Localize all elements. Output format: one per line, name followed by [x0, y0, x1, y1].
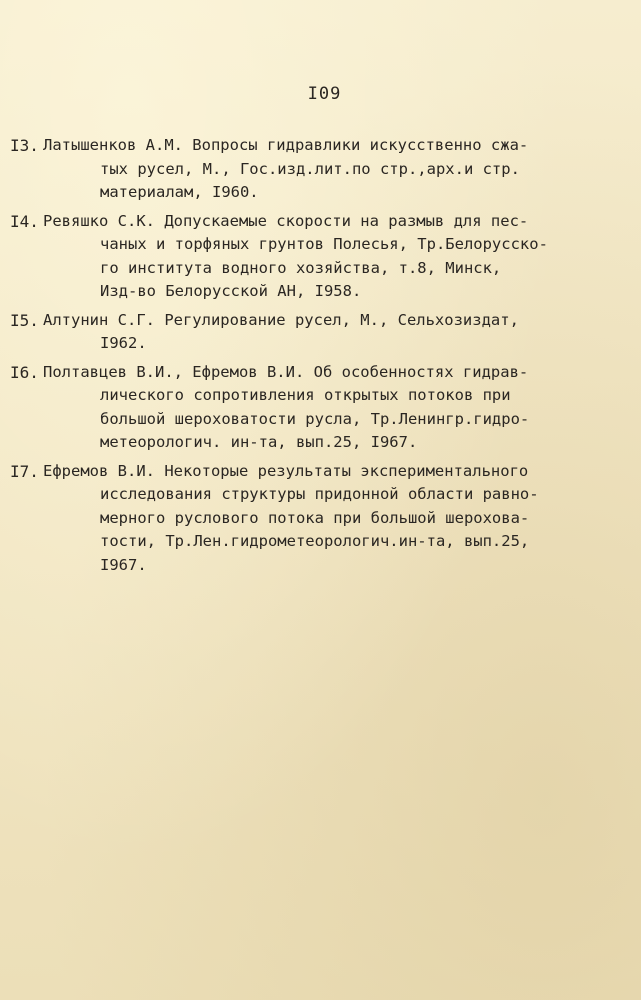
reference-line: тых русел, М., Гос.изд.лит.по стр.,арх.и стр. — [100, 159, 520, 178]
reference-line: го института водного хозяйства, т.8, Минск, — [100, 258, 502, 277]
reference-line: Полтавцев В.И., Ефремов В.И. Об особенностях гидрав- — [43, 362, 529, 381]
reference-line: Алтунин С.Г. Регулирование русел, М., Сельхозиздат, — [43, 310, 519, 329]
reference-number: I6. — [10, 362, 39, 382]
reference-line: исследования структуры придонной области равно- — [100, 485, 539, 503]
reference-item — [10, 460, 600, 578]
reference-line: лического сопротивления открытых потоков при — [100, 386, 511, 404]
reference-line: чаных и торфяных грунтов Полесья, Тр.Белорусско- — [100, 235, 548, 253]
reference-item — [10, 210, 600, 304]
reference-line: Латышенков А.М. Вопросы гидравлики искусственно сжа- — [43, 136, 529, 154]
reference-line: метеорологич. ин-та, вып.25, I967. — [100, 433, 418, 451]
page-number: I09 — [307, 84, 342, 104]
reference-line: тости, Тр.Лен.гидрометеорологич.ин-та, вып.25, — [100, 532, 530, 550]
reference-list — [10, 134, 600, 582]
reference-line: Изд-во Белорусской АН, I958. — [100, 282, 362, 300]
reference-number: I7. — [10, 461, 39, 481]
reference-item — [10, 361, 600, 455]
reference-item — [10, 309, 600, 356]
reference-line: I962. — [100, 334, 147, 352]
reference-line: большой шероховатости русла, Тр.Ленингр.гидро- — [100, 409, 530, 428]
reference-number: I4. — [10, 211, 39, 231]
reference-line: Ефремов В.И. Некоторые результаты экспериментального — [43, 461, 529, 480]
reference-number: I5. — [10, 310, 39, 330]
reference-line: материалам, I960. — [100, 183, 259, 201]
reference-item — [10, 134, 600, 205]
reference-line: мерного руслового потока при большой шерохова- — [100, 508, 530, 527]
reference-line: I967. — [100, 555, 147, 574]
reference-line: Ревяшко С.К. Допускаемые скорости на размыв для пес- — [43, 211, 529, 230]
reference-number: I3. — [10, 136, 39, 155]
